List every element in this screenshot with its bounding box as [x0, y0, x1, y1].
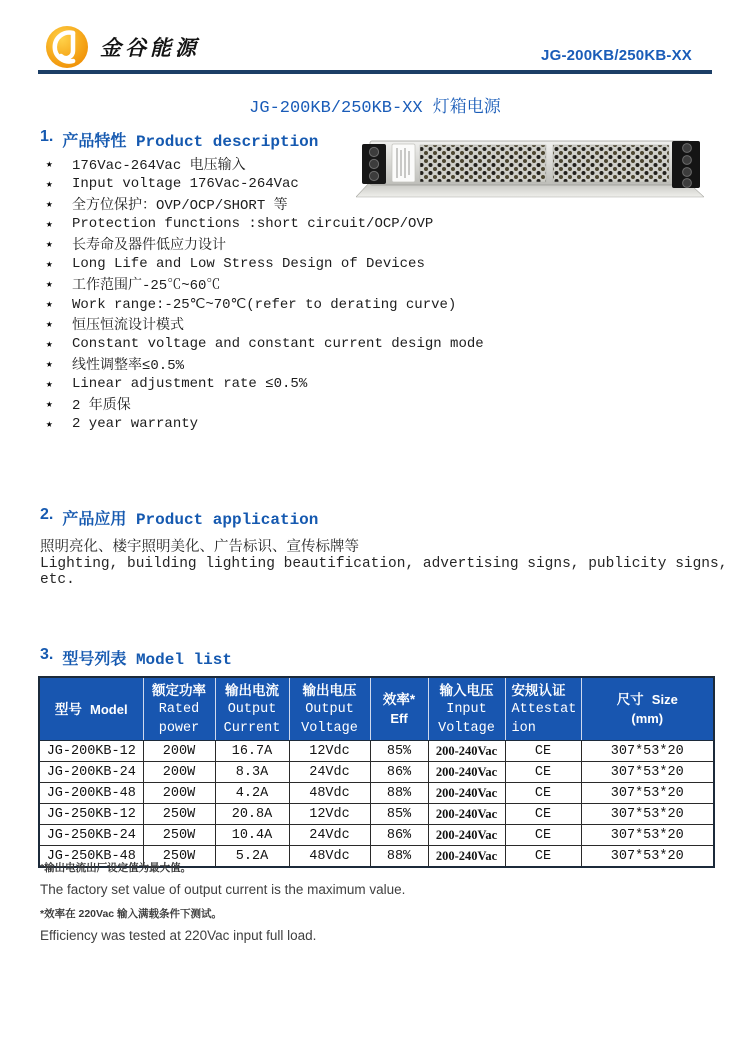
table-cell: 48Vdc — [289, 846, 370, 868]
table-cell: 85% — [370, 804, 428, 825]
footnote-en: Efficiency was tested at 220Vac input full load. — [40, 928, 317, 943]
feature-item — [46, 254, 484, 274]
table-cell: CE — [505, 846, 581, 868]
section-1-number: 1. — [40, 128, 54, 145]
table-cell: 16.7A — [215, 741, 289, 762]
table-cell: CE — [505, 783, 581, 804]
table-cell: JG-200KB-48 — [39, 783, 143, 804]
table-cell: 200W — [143, 783, 215, 804]
company-name: 金谷能源 — [100, 36, 200, 60]
star-bullet-icon: ★ — [46, 199, 53, 211]
table-cell: CE — [505, 825, 581, 846]
feature-text: Constant voltage and constant current design mode — [72, 336, 484, 352]
table-cell: 307*53*20 — [581, 804, 714, 825]
feature-text: Protection functions :short circuit/OCP/OVP — [72, 216, 434, 232]
company-logo — [44, 24, 200, 70]
feature-item — [46, 334, 484, 354]
feature-item — [46, 314, 484, 334]
table-cell: 307*53*20 — [581, 846, 714, 868]
table-cell: JG-250KB-12 — [39, 804, 143, 825]
star-bullet-icon: ★ — [46, 179, 53, 191]
feature-item — [46, 394, 484, 414]
feature-text: 176Vac-264Vac 电压输入 — [72, 158, 246, 174]
section-3-number: 3. — [40, 646, 54, 663]
model-list-table — [38, 676, 715, 868]
star-bullet-icon: ★ — [46, 159, 53, 171]
feature-text: Input voltage 176Vac-264Vac — [72, 176, 299, 192]
feature-text: Long Life and Low Stress Design of Devices — [72, 256, 425, 272]
header-model-code: JG-200KB/250KB-XX — [541, 47, 692, 64]
table-cell: CE — [505, 762, 581, 783]
page-title: JG-200KB/250KB-XX 灯箱电源 — [249, 99, 501, 118]
table-cell: JG-200KB-12 — [39, 741, 143, 762]
section-1-heading — [40, 128, 318, 151]
feature-text: 全方位保护：OVP/OCP/SHORT 等 — [72, 198, 288, 214]
footnote-cn: *效率在 220Vac 输入满载条件下测试。 — [40, 908, 223, 920]
table-cell: 250W — [143, 846, 215, 868]
feature-text: 工作范围广-25℃~60℃ — [72, 278, 221, 294]
col-header-output-current: 输出电流 Output Current — [215, 677, 289, 741]
table-cell: 200W — [143, 741, 215, 762]
table-cell: 88% — [370, 846, 428, 868]
feature-item — [46, 414, 484, 434]
section-3-title: 型号列表 Model list — [62, 651, 232, 669]
application-text-en: Lighting, building lighting beautification, advertising signs, publicity signs, etc. — [40, 556, 728, 588]
table-cell: 12Vdc — [289, 804, 370, 825]
feature-text: 2 year warranty — [72, 416, 199, 432]
table-cell: JG-200KB-24 — [39, 762, 143, 783]
table-cell: 5.2A — [215, 846, 289, 868]
table-cell: JG-250KB-24 — [39, 825, 143, 846]
footnote-cn: *输出电流出厂设定值为最大值。 — [40, 862, 192, 874]
section-3-heading — [40, 646, 232, 669]
table-cell: 250W — [143, 804, 215, 825]
section-2-heading — [40, 506, 318, 529]
table-cell: CE — [505, 804, 581, 825]
star-bullet-icon: ★ — [46, 359, 53, 371]
feature-text: 线性调整率≤0.5% — [72, 358, 185, 374]
star-bullet-icon: ★ — [46, 319, 53, 331]
feature-text: 2 年质保 — [72, 398, 131, 414]
table-cell: 200-240Vac — [428, 825, 505, 846]
table-cell: 86% — [370, 762, 428, 783]
feature-item — [46, 214, 484, 234]
feature-text: Linear adjustment rate ≤0.5% — [72, 376, 308, 392]
table-cell: 250W — [143, 825, 215, 846]
feature-text: Work range:-25℃~70℃(refer to derating curve) — [72, 296, 457, 313]
feature-item — [46, 354, 484, 374]
table-cell: 24Vdc — [289, 762, 370, 783]
feature-item — [46, 274, 484, 294]
col-header-rated-power: 额定功率 Rated power — [143, 677, 215, 741]
table-cell: 200W — [143, 762, 215, 783]
product-photo — [356, 139, 704, 203]
table-cell: 24Vdc — [289, 825, 370, 846]
footnotes — [40, 860, 405, 952]
table-cell: 4.2A — [215, 783, 289, 804]
star-bullet-icon: ★ — [46, 239, 53, 251]
table-cell: JG-250KB-48 — [39, 846, 143, 868]
table-row — [39, 783, 714, 804]
star-bullet-icon: ★ — [46, 399, 53, 411]
col-header-efficiency: 效率* Eff — [370, 677, 428, 741]
table-cell: 85% — [370, 741, 428, 762]
logo-icon — [44, 24, 90, 70]
table-row — [39, 825, 714, 846]
table-body — [39, 741, 714, 868]
table-cell: 12Vdc — [289, 741, 370, 762]
star-bullet-icon: ★ — [46, 219, 53, 231]
section-1-title: 产品特性 Product description — [62, 133, 319, 151]
star-bullet-icon: ★ — [46, 419, 53, 431]
table-cell: 10.4A — [215, 825, 289, 846]
table-cell: 200-240Vac — [428, 804, 505, 825]
star-bullet-icon: ★ — [46, 279, 53, 291]
table-cell: 307*53*20 — [581, 741, 714, 762]
table-cell: 200-240Vac — [428, 846, 505, 868]
feature-item — [46, 234, 484, 254]
table-cell: 200-240Vac — [428, 762, 505, 783]
col-header-size: 尺寸 Size (mm) — [581, 677, 714, 741]
star-bullet-icon: ★ — [46, 259, 53, 271]
table-row — [39, 804, 714, 825]
star-bullet-icon: ★ — [46, 339, 53, 351]
footnote-en: The factory set value of output current is the maximum value. — [40, 882, 406, 897]
col-header-output-voltage: 输出电压 Output Voltage — [289, 677, 370, 741]
feature-item — [46, 374, 484, 394]
table-cell: 88% — [370, 783, 428, 804]
table-row — [39, 741, 714, 762]
col-header-input-voltage: 输入电压 Input Voltage — [428, 677, 505, 741]
application-text-cn: 照明亮化、楼宇照明美化、广告标识、宣传标牌等 — [40, 540, 359, 556]
feature-text: 恒压恒流设计模式 — [72, 318, 184, 334]
star-bullet-icon: ★ — [46, 379, 53, 391]
table-cell: CE — [505, 741, 581, 762]
table-cell: 8.3A — [215, 762, 289, 783]
table-cell: 307*53*20 — [581, 825, 714, 846]
table-cell: 200-240Vac — [428, 741, 505, 762]
table-cell: 20.8A — [215, 804, 289, 825]
header-divider — [38, 70, 712, 74]
star-bullet-icon: ★ — [46, 299, 53, 311]
table-cell: 307*53*20 — [581, 783, 714, 804]
col-header-attestation: 安规认证 Attestation — [505, 677, 581, 741]
table-cell: 200-240Vac — [428, 783, 505, 804]
table-header-row — [39, 677, 714, 741]
section-2-title: 产品应用 Product application — [62, 511, 319, 529]
section-2-number: 2. — [40, 506, 54, 523]
table-cell: 48Vdc — [289, 783, 370, 804]
table-cell: 86% — [370, 825, 428, 846]
table-cell: 307*53*20 — [581, 762, 714, 783]
col-header-model: 型号 Model — [39, 677, 143, 741]
table-row — [39, 762, 714, 783]
feature-text: 长寿命及器件低应力设计 — [72, 238, 226, 254]
feature-item — [46, 294, 484, 314]
